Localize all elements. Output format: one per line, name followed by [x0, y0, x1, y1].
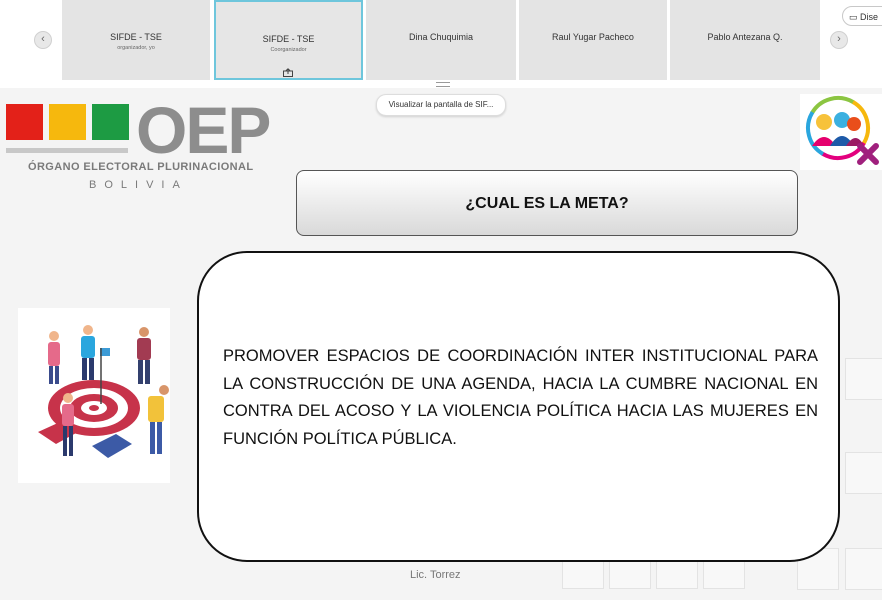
target-illustration	[18, 308, 170, 483]
background-box	[845, 452, 882, 494]
participant-role: Coorganizador	[270, 47, 307, 53]
participant-name: SIFDE - TSE	[262, 34, 315, 44]
background-box	[703, 560, 745, 589]
background-box	[609, 560, 651, 589]
participant-tile-active[interactable]	[214, 0, 363, 80]
campaign-logo	[800, 94, 882, 170]
window-icon: ▭	[849, 12, 858, 22]
participant-tile[interactable]	[670, 0, 820, 80]
participant-tile[interactable]	[366, 0, 516, 80]
presenter-name: Lic. Torrez	[410, 569, 461, 581]
participant-tile[interactable]	[62, 0, 210, 80]
org-name: ÓRGANO ELECTORAL PLURINACIONAL	[28, 161, 254, 173]
participant-name: Pablo Antezana Q.	[707, 32, 783, 42]
background-box	[845, 358, 882, 400]
background-box	[656, 560, 698, 589]
participant-name: Raul Yugar Pacheco	[552, 32, 634, 42]
background-box	[562, 560, 604, 589]
resize-handle[interactable]	[436, 82, 450, 87]
share-banner[interactable]: Visualizar la pantalla de SIF...	[376, 94, 506, 116]
top-right-button-label: Dise	[860, 12, 879, 22]
chevron-left-icon[interactable]: ‹	[34, 31, 52, 49]
background-box	[845, 548, 882, 590]
participant-name: Dina Chuquimia	[408, 32, 474, 42]
logo-square-red	[6, 104, 43, 140]
goal-text: PROMOVER ESPACIOS DE COORDINACIÓN INTER INSTITUCIONAL PARA LA CONSTRUCCIÓN DE UNA AGENDA, HACIA LA CUMBRE NACIONAL EN CONTRA DEL ACOSO Y LA VIOLENCIA POLÍTICA HACIA LAS MUJERES EN FUNCIÓN POLÍTICA PÚBLICA.	[223, 347, 818, 448]
logo-square-yellow	[49, 104, 86, 140]
logo-divider	[6, 148, 128, 153]
screen-share-icon	[283, 68, 293, 79]
goal-text-box	[197, 251, 840, 562]
participant-name: SIFDE - TSE	[110, 32, 162, 42]
participant-strip	[0, 0, 882, 88]
participant-tile[interactable]	[519, 0, 667, 80]
country-name: BOLIVIA	[89, 179, 188, 191]
participant-role: organizador, yo	[117, 45, 155, 51]
logo-text: OEP	[136, 93, 270, 167]
chevron-right-icon[interactable]: ›	[830, 31, 848, 49]
top-right-button[interactable]	[842, 6, 882, 26]
logo-square-green	[92, 104, 129, 140]
slide-title: ¿CUAL ES LA META?	[296, 170, 798, 236]
